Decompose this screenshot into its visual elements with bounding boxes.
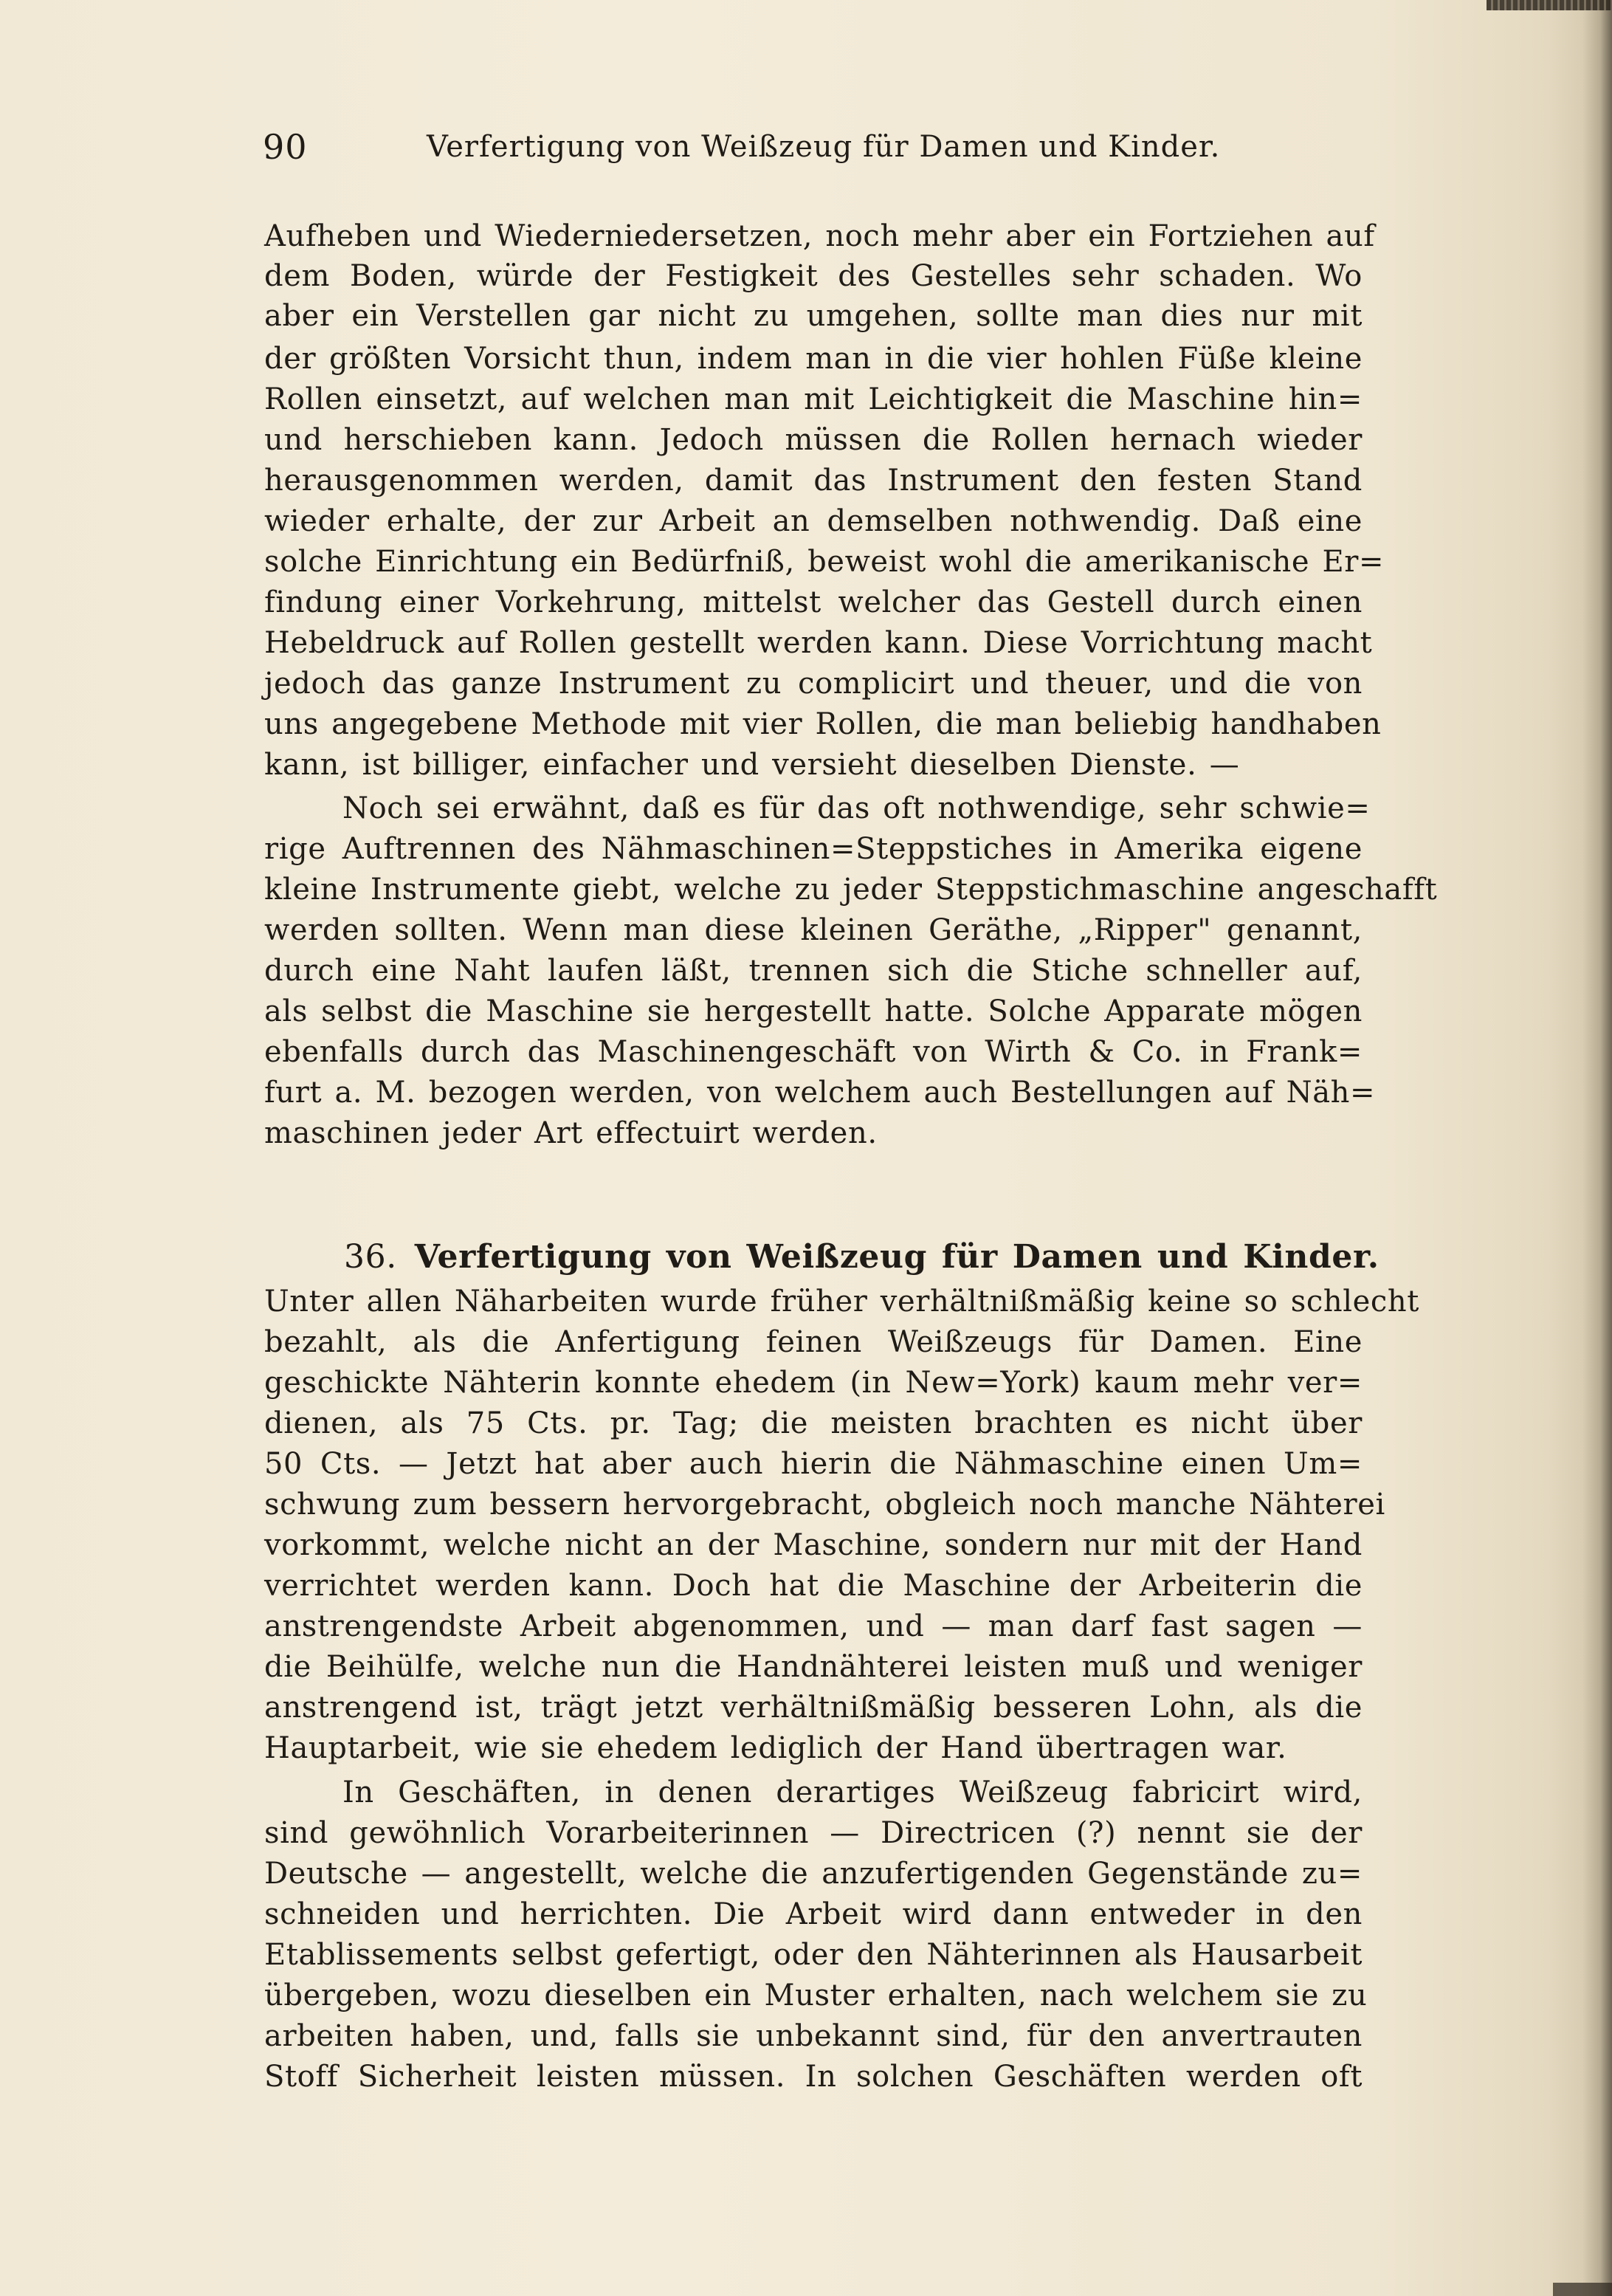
text-line: dienen, als 75 Cts. pr. Tag; die meisten brachten es nicht über [264, 1406, 1363, 1440]
text-line: rige Auftrennen des Nähmaschinen=Steppstiches in Amerika eigene [264, 832, 1363, 866]
text-line: der größten Vorsicht thun, indem man in die vier hohlen Füße kleine [264, 342, 1363, 376]
text-line: arbeiten haben, und, falls sie unbekannt sind, für den anvertrauten [264, 2019, 1363, 2053]
page-edge-shadow [1582, 0, 1612, 2296]
text-line: uns angegebene Methode mit vier Rollen, die man beliebig handhaben [264, 707, 1382, 741]
scan-edge-top [1487, 0, 1612, 10]
text-line: kleine Instrumente giebt, welche zu jeder Steppstichmaschine angeschafft [264, 873, 1438, 907]
text-line: anstrengendste Arbeit abgenommen, und — man darf fast sagen — [264, 1609, 1363, 1643]
text-line: übergeben, wozu dieselben ein Muster erhalten, nach welchem sie zu [264, 1979, 1368, 2013]
text-line: verrichtet werden kann. Doch hat die Maschine der Arbeiterin die [264, 1569, 1363, 1603]
text-line: geschickte Nähterin konnte ehedem (in New=York) kaum mehr ver= [264, 1366, 1363, 1400]
text-line: die Beihülfe, welche nun die Handnähterei leisten muß und weniger [264, 1650, 1363, 1684]
text-line: aber ein Verstellen gar nicht zu umgehen, sollte man dies nur mit [264, 299, 1363, 333]
text-line: ebenfalls durch das Maschinengeschäft von Wirth & Co. in Frank= [264, 1035, 1363, 1069]
text-line: dem Boden, würde der Festigkeit des Gestelles sehr schaden. Wo [264, 259, 1363, 293]
text-line: schneiden und herrichten. Die Arbeit wird dann entweder in den [264, 1897, 1363, 1931]
text-line: vorkommt, welche nicht an der Maschine, sondern nur mit der Hand [264, 1528, 1363, 1562]
text-line: bezahlt, als die Anfertigung feinen Weißzeugs für Damen. Eine [264, 1325, 1363, 1359]
text-line: Hauptarbeit, wie sie ehedem lediglich der Hand übertragen war. [264, 1731, 1287, 1765]
text-line: herausgenommen werden, damit das Instrument den festen Stand [264, 464, 1363, 498]
text-line: Aufheben und Wiederniedersetzen, noch mehr aber ein Fortziehen auf [264, 219, 1375, 253]
text-line: Rollen einsetzt, auf welchen man mit Leichtigkeit die Maschine hin= [264, 382, 1363, 416]
text-line: Hebeldruck auf Rollen gestellt werden kann. Diese Vorrichtung macht [264, 626, 1373, 660]
text-line: findung einer Vorkehrung, mittelst welcher das Gestell durch einen [264, 585, 1363, 619]
text-line: anstrengend ist, trägt jetzt verhältnißmäßig besseren Lohn, als die [264, 1691, 1363, 1725]
section-heading [344, 1237, 1380, 1277]
text-line: 50 Cts. — Jetzt hat aber auch hierin die Nähmaschine einen Um= [264, 1447, 1363, 1481]
running-title: Verfertigung von Weißzeug für Damen und Kinder. [427, 130, 1221, 164]
scan-edge-bottom [1553, 2283, 1612, 2296]
text-line: Noch sei erwähnt, daß es für das oft nothwendige, sehr schwie= [342, 791, 1371, 825]
running-header [263, 127, 1370, 174]
text-line: kann, ist billiger, einfacher und versieht dieselben Dienste. — [264, 748, 1240, 782]
text-line: Unter allen Näharbeiten wurde früher verhältnißmäßig keine so schlecht [264, 1285, 1419, 1319]
text-line: Etablissements selbst gefertigt, oder den Nähterinnen als Hausarbeit [264, 1938, 1363, 1972]
text-line: sind gewöhnlich Vorarbeiterinnen — Directricen (?) nennt sie der [264, 1816, 1363, 1850]
text-line: durch eine Naht laufen läßt, trennen sich die Stiche schneller auf, [264, 954, 1363, 988]
text-line: solche Einrichtung ein Bedürfniß, beweist wohl die amerikanische Er= [264, 545, 1385, 579]
text-line: wieder erhalte, der zur Arbeit an demselben nothwendig. Daß eine [264, 504, 1363, 538]
text-line: Deutsche — angestellt, welche die anzufertigenden Gegenstände zu= [264, 1857, 1363, 1891]
text-line: In Geschäften, in denen derartiges Weißzeug fabricirt wird, [342, 1776, 1363, 1809]
text-line: als selbst die Maschine sie hergestellt hatte. Solche Apparate mögen [264, 994, 1363, 1028]
text-line: werden sollten. Wenn man diese kleinen Geräthe, „Ripper" genannt, [264, 913, 1363, 947]
text-line: und herschieben kann. Jedoch müssen die Rollen hernach wieder [264, 423, 1363, 457]
text-line: jedoch das ganze Instrument zu complicirt und theuer, und die von [264, 667, 1363, 701]
text-line: Stoff Sicherheit leisten müssen. In solchen Geschäften werden oft [264, 2060, 1363, 2094]
text-line: schwung zum bessern hervorgebracht, obgleich noch manche Nähterei [264, 1488, 1385, 1522]
section-number: 36. [344, 1238, 397, 1276]
page-number: 90 [263, 127, 308, 167]
section-title: Verfertigung von Weißzeug für Damen und Kinder. [414, 1238, 1380, 1276]
text-line: furt a. M. bezogen werden, von welchem auch Bestellungen auf Näh= [264, 1076, 1376, 1110]
text-line: maschinen jeder Art effectuirt werden. [264, 1116, 878, 1150]
